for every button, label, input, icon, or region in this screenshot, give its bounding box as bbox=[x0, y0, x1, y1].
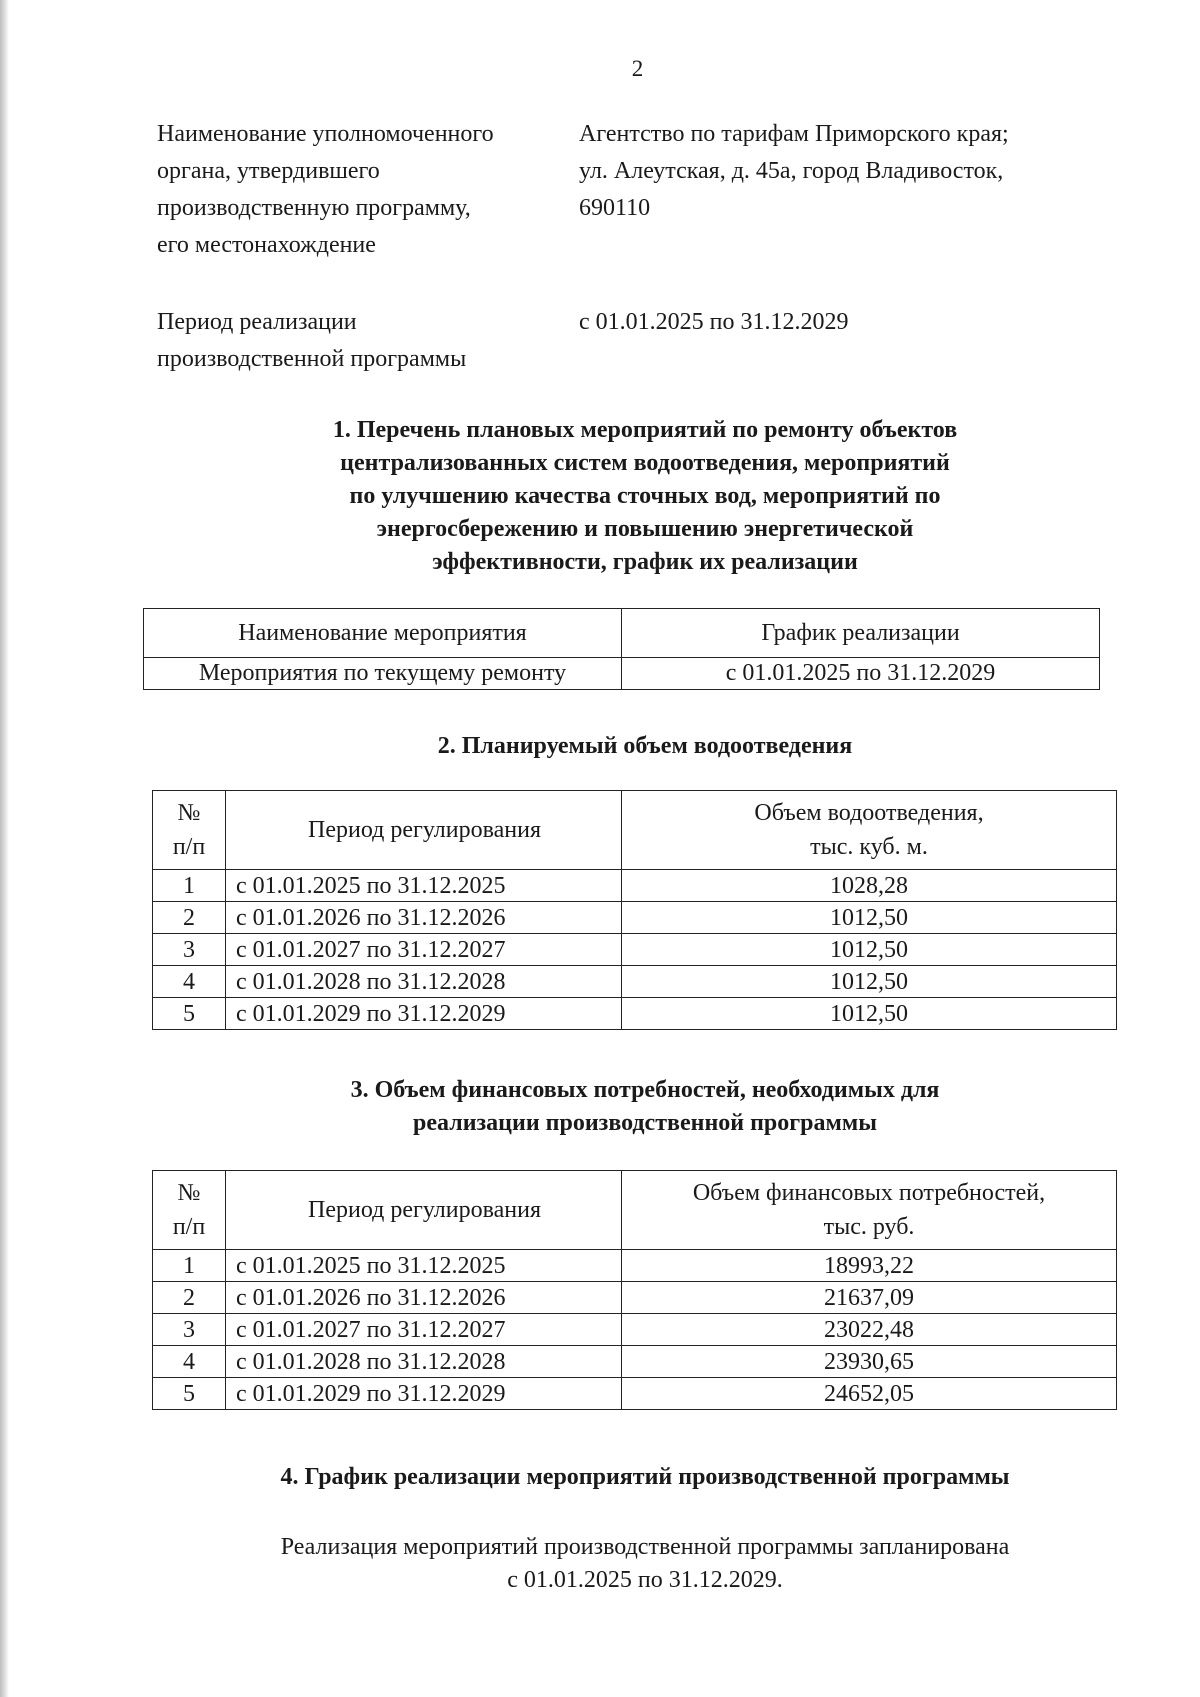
volume-table bbox=[152, 790, 1117, 1030]
period-value: с 01.01.2025 по 31.12.2029 bbox=[579, 309, 849, 335]
activity-cell: Мероприятия по текущему ремонту bbox=[144, 658, 622, 690]
section2-title: 2. Планируемый объем водоотведения bbox=[437, 733, 853, 759]
table-row: 5 с 01.01.2029 по 31.12.2029 24652,05 bbox=[153, 1378, 1117, 1410]
table-row: 4 с 01.01.2028 по 31.12.2028 1012,50 bbox=[153, 966, 1117, 998]
page-number: 2 bbox=[631, 56, 644, 81]
table-header-row bbox=[153, 791, 1117, 870]
table-row: 3 с 01.01.2027 по 31.12.2027 23022,48 bbox=[153, 1314, 1117, 1346]
table-row: 1 с 01.01.2025 по 31.12.2025 18993,22 bbox=[153, 1250, 1117, 1282]
period-label: Период реализации производственной программы bbox=[157, 309, 467, 372]
finance-table bbox=[152, 1170, 1117, 1410]
table-row bbox=[144, 658, 1100, 690]
table-header-row bbox=[144, 609, 1100, 658]
authority-info bbox=[157, 116, 1117, 266]
section4-title: 4. График реализации мероприятий производственной программы bbox=[280, 1464, 1010, 1490]
col-header-activity: Наименование мероприятия bbox=[144, 609, 622, 658]
col-header-num: № п/п bbox=[153, 1171, 226, 1250]
table-row: 4 с 01.01.2028 по 31.12.2028 23930,65 bbox=[153, 1346, 1117, 1378]
schedule-cell: с 01.01.2025 по 31.12.2029 bbox=[622, 658, 1100, 690]
section4-text: Реализация мероприятий производственной программы запланирована с 01.01.2025 по 31.12.2029. bbox=[280, 1534, 1010, 1593]
table-row: 3 с 01.01.2027 по 31.12.2027 1012,50 bbox=[153, 934, 1117, 966]
col-header-period: Период регулирования bbox=[226, 791, 622, 870]
table-row: 1 с 01.01.2025 по 31.12.2025 1028,28 bbox=[153, 870, 1117, 902]
col-header-finance: Объем финансовых потребностей, тыс. руб. bbox=[622, 1171, 1117, 1250]
col-header-volume: Объем водоотведения, тыс. куб. м. bbox=[622, 791, 1117, 870]
authority-label: Наименование уполномоченного органа, утвердившего производственную программу, его местонахождение bbox=[157, 121, 494, 258]
col-header-period: Период регулирования bbox=[226, 1171, 622, 1250]
period-info bbox=[157, 304, 1117, 384]
table-row: 2 с 01.01.2026 по 31.12.2026 1012,50 bbox=[153, 902, 1117, 934]
table-header-row bbox=[153, 1171, 1117, 1250]
authority-value: Агентство по тарифам Приморского края; ул. Алеутская, д. 45а, город Владивосток, 690110 bbox=[579, 121, 1009, 221]
section3-title: 3. Объем финансовых потребностей, необходимых для реализации производственной программы bbox=[350, 1077, 940, 1136]
table-row: 2 с 01.01.2026 по 31.12.2026 21637,09 bbox=[153, 1282, 1117, 1314]
col-header-schedule: График реализации bbox=[622, 609, 1100, 658]
col-header-num: № п/п bbox=[153, 791, 226, 870]
table-row: 5 с 01.01.2029 по 31.12.2029 1012,50 bbox=[153, 998, 1117, 1030]
scan-edge bbox=[0, 0, 9, 1697]
activities-table bbox=[143, 608, 1100, 690]
section1-title: 1. Перечень плановых мероприятий по ремонту объектов централизованных систем водоотведения, мероприятий по улучшению качества сточных вод, мероприятий по энергосбережению и повышению энергетической эффективности, график их реализации bbox=[332, 417, 958, 575]
